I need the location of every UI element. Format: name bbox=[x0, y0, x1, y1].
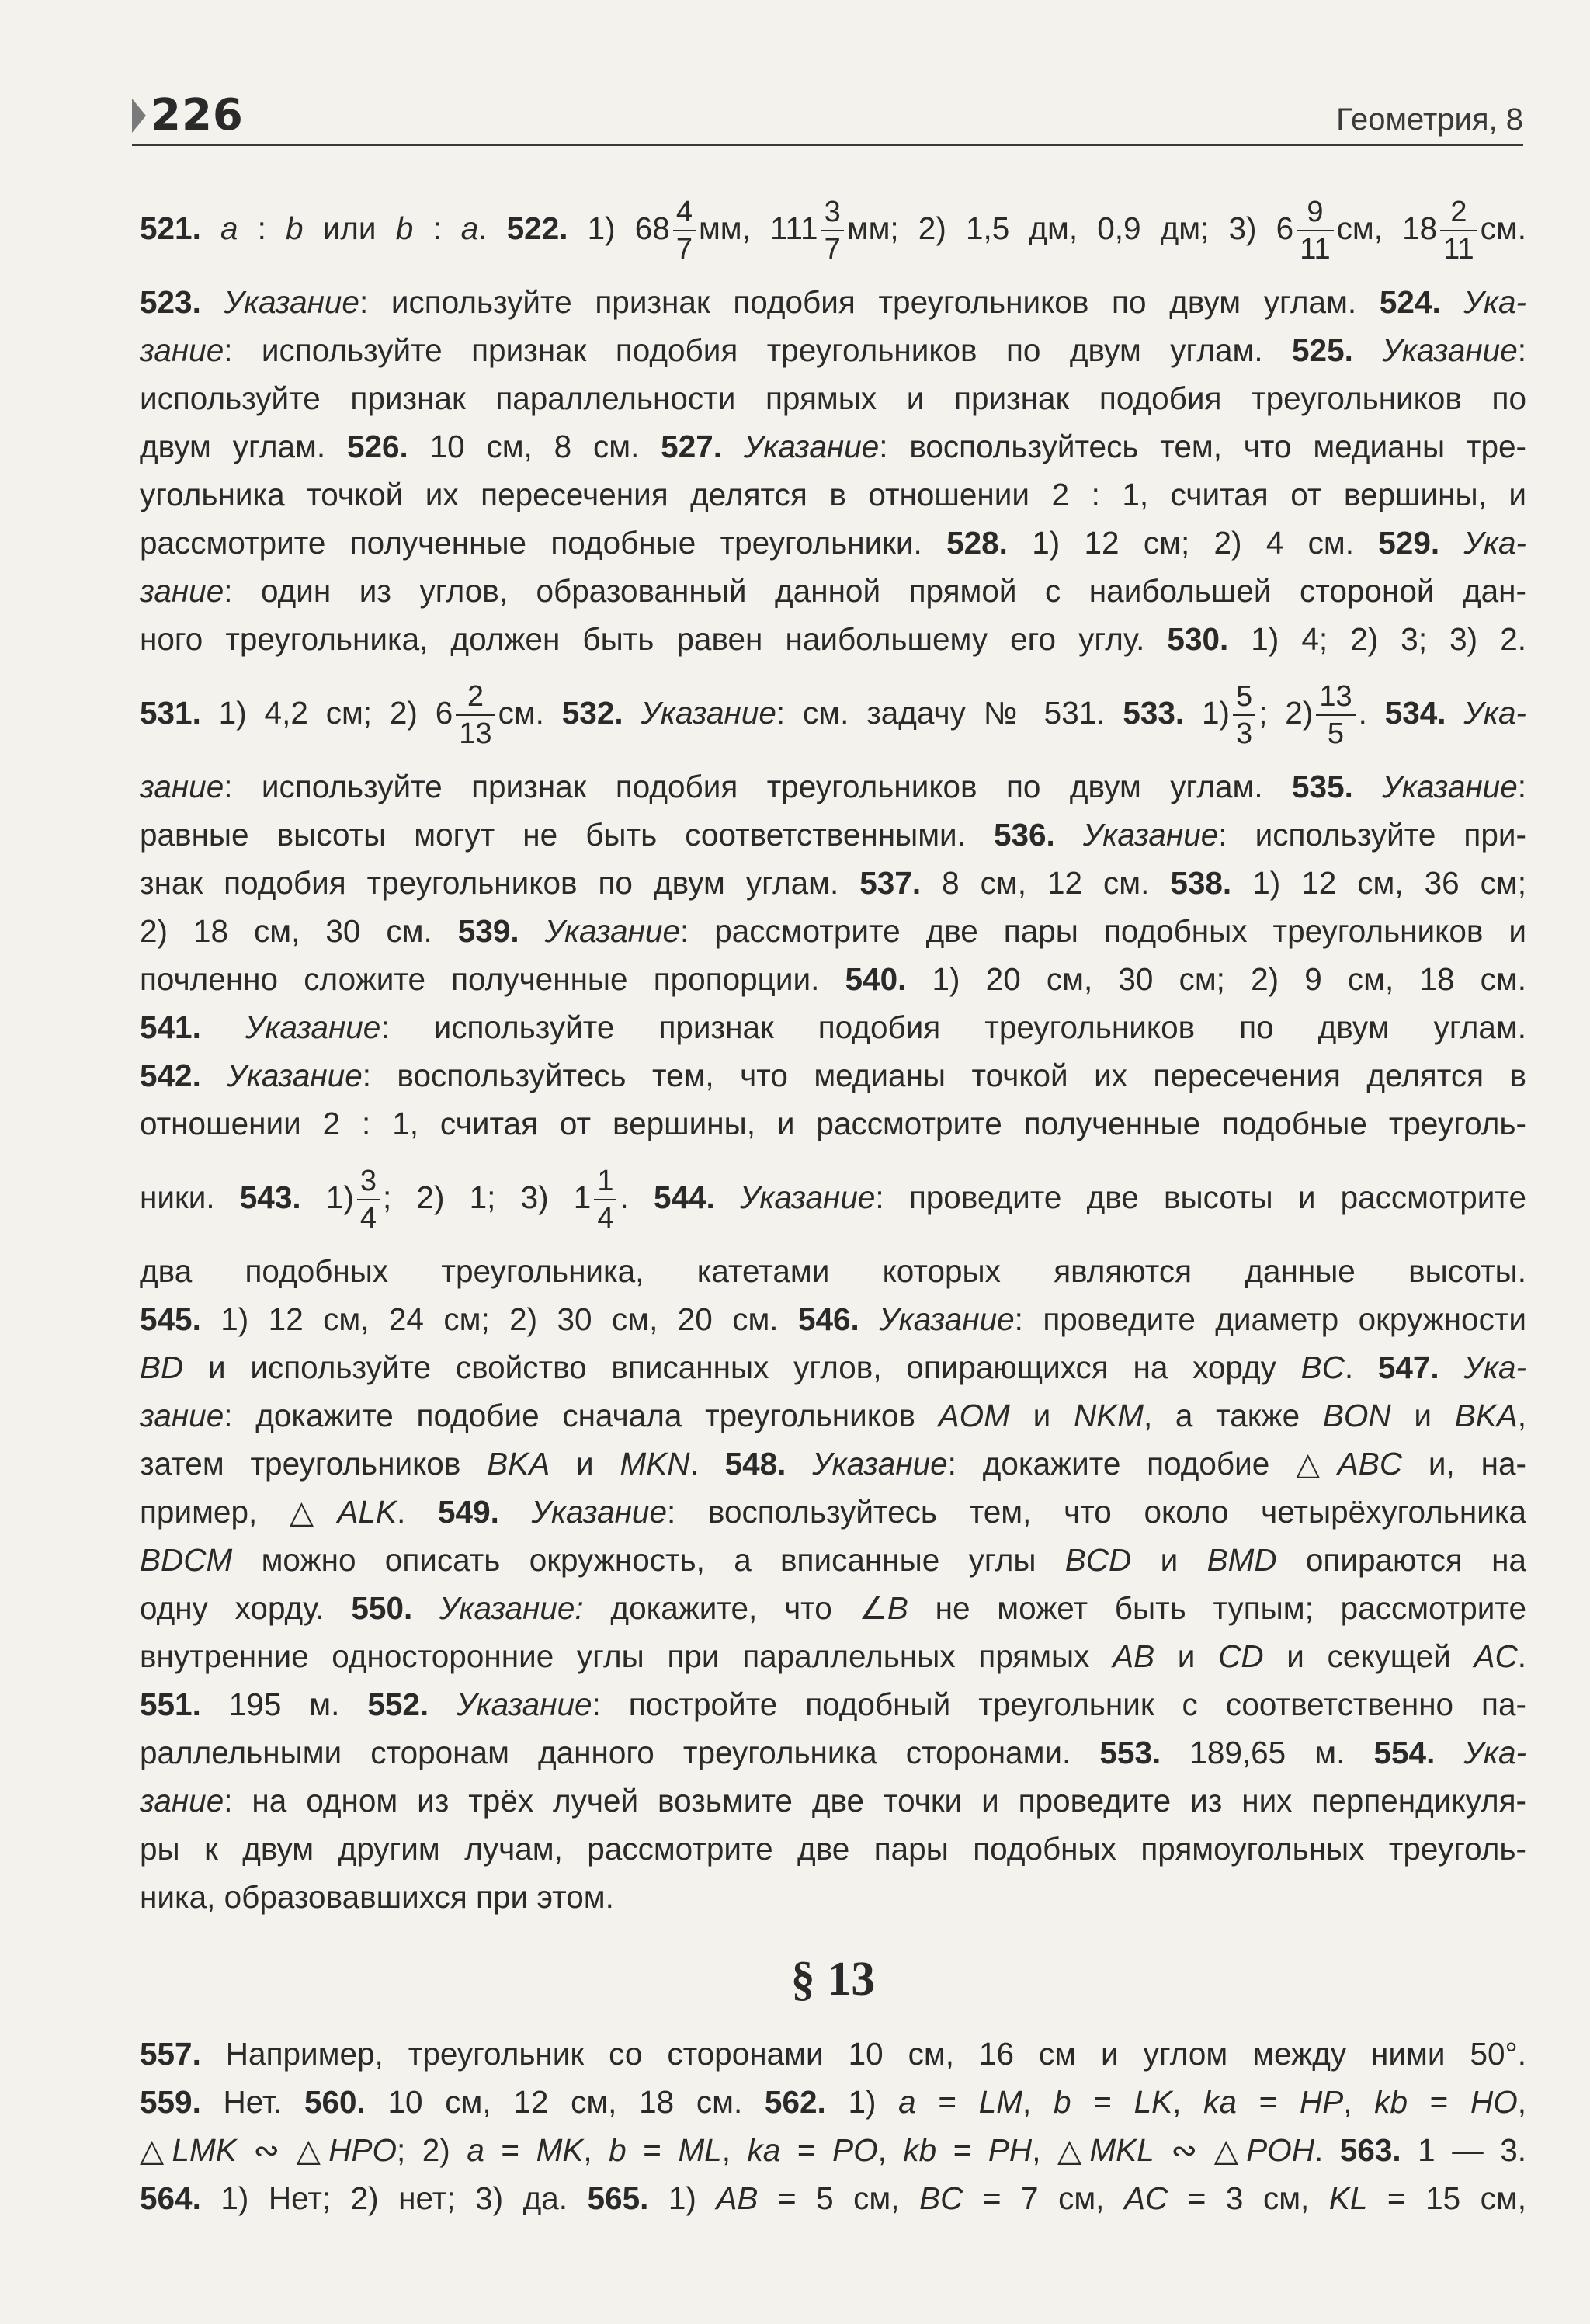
text-line: угольника точкой их пересечения делятся в отношении 2 : 1, считая от вершины, и bbox=[140, 477, 1526, 512]
page-number-text: 226 bbox=[151, 90, 244, 141]
text-line: BD и используйте свойство вписанных углов, опирающихся на хорду BC. 547. Ука- bbox=[140, 1350, 1526, 1385]
page-number bbox=[132, 90, 244, 141]
text-line: 551. 195 м. 552. Указание: постройте подобный треугольник с соответственно па- bbox=[140, 1687, 1526, 1722]
text-line: зание: докажите подобие сначала треугольников AOM и NKM, а также BON и BKA, bbox=[140, 1398, 1526, 1433]
answers-block bbox=[140, 179, 1526, 1921]
text-line: △LMK ∾ △HPO; 2) a = MK, b = ML, ka = PO, kb = PH, △MKL ∾ △POH. 563. 1 — 3. bbox=[140, 2132, 1527, 2168]
page-marker-icon bbox=[132, 99, 146, 133]
text-line: ники. 543. 1) $\frac{3}{4}$ ; 2) 1; 3) 1 $\frac{1}{4}$ . 544. Указание: проведите две высоты и рассмотрите bbox=[140, 1165, 1526, 1235]
text-line: 559. Нет. 560. 10 см, 12 см, 18 см. 562. 1) a = LM, b = LK, ka = HP, kb = HO, bbox=[140, 2084, 1527, 2120]
text-line: 542. Указание: воспользуйтесь тем, что медианы точкой их пересечения делятся в bbox=[140, 1058, 1526, 1093]
text-line: почленно сложите полученные пропорции. 540. 1) 20 см, 30 см; 2) 9 см, 18 см. bbox=[140, 961, 1526, 997]
text-line: пример, △ALK. 549. Указание: воспользуйтесь тем, что около четырёхугольника bbox=[140, 1494, 1526, 1530]
text-line: внутренние односторонние углы при параллельных прямых AB и CD и секущей AC. bbox=[140, 1638, 1526, 1674]
text-line: 531. 1) 4,2 см; 2) 6 $\frac{2}{13}$ см. 532. Указание: см. задачу № 531. 533. 1) $\frac{5}{3}$ ; 2) $\frac{13}{5}$ . 534. Ука- bbox=[140, 680, 1526, 751]
text-line: раллельными сторонам данного треугольника сторонами. 553. 189,65 м. 554. Ука- bbox=[140, 1735, 1527, 1770]
section-answers-block bbox=[140, 2030, 1526, 2222]
text-line: двум углам. 526. 10 см, 8 см. 527. Указание: воспользуйтесь тем, что медианы тре- bbox=[140, 429, 1526, 464]
text-line: зание: используйте признак подобия треугольников по двум углам. 535. Указание: bbox=[140, 769, 1526, 804]
text-line: 557. Например, треугольник со сторонами 10 см, 16 см и углом между ними 50°. bbox=[140, 2036, 1526, 2072]
text-line: одну хорду. 550. Указание: докажите, что ∠B не может быть тупым; рассмотрите bbox=[140, 1590, 1526, 1626]
text-line: ного треугольника, должен быть равен наибольшему его углу. 530. 1) 4; 2) 3; 3) 2. bbox=[140, 621, 1526, 657]
text-line: 545. 1) 12 см, 24 см; 2) 30 см, 20 см. 546. Указание: проведите диаметр окружности bbox=[140, 1301, 1526, 1337]
text-line: ника, образовавшихся при этом. bbox=[140, 1879, 614, 1915]
running-title: Геометрия, 8 bbox=[1336, 102, 1523, 137]
text-line: используйте признак параллельности прямых и признак подобия треугольников по bbox=[140, 380, 1526, 416]
text-line: 2) 18 см, 30 см. 539. Указание: рассмотрите две пары подобных треугольников и bbox=[140, 913, 1526, 949]
text-line: зание: на одном из трёх лучей возьмите две точки и проведите из них перпендикуля- bbox=[140, 1783, 1526, 1819]
text-line: отношении 2 : 1, считая от вершины, и рассмотрите полученные подобные треуголь- bbox=[140, 1106, 1526, 1141]
page-header bbox=[132, 82, 1523, 146]
section-title: § 13 bbox=[790, 1953, 876, 2006]
text-line: знак подобия треугольников по двум углам. 537. 8 см, 12 см. 538. 1) 12 см, 36 см; bbox=[140, 865, 1526, 901]
text-line: два подобных треугольника, катетами которых являются данные высоты. bbox=[140, 1253, 1526, 1289]
text-line: зание: используйте признак подобия треугольников по двум углам. 525. Указание: bbox=[140, 332, 1526, 368]
text-line: 564. 1) Нет; 2) нет; 3) да. 565. 1) AB = 5 см, BC = 7 см, AC = 3 см, KL = 15 см, bbox=[140, 2180, 1527, 2216]
text-line: BDCM можно описать окружность, а вписанные углы BCD и BMD опираются на bbox=[140, 1542, 1526, 1578]
answers-content bbox=[140, 179, 1526, 2222]
text-line: рассмотрите полученные подобные треугольники. 528. 1) 12 см; 2) 4 см. 529. Ука- bbox=[140, 525, 1526, 561]
text-line: ры к двум другим лучам, рассмотрите две пары подобных прямоугольных треуголь- bbox=[140, 1831, 1526, 1867]
text-line: 523. Указание: используйте признак подобия треугольников по двум углам. 524. Ука- bbox=[140, 284, 1526, 320]
text-line: равные высоты могут не быть соответственными. 536. Указание: используйте при- bbox=[140, 817, 1526, 853]
text-line: затем треугольников BKA и MKN. 548. Указание: докажите подобие △ABC и, на- bbox=[140, 1446, 1526, 1482]
text-line: 541. Указание: используйте признак подобия треугольников по двум углам. bbox=[140, 1009, 1526, 1045]
text-line: зание: один из углов, образованный данной прямой с наибольшей стороной дан- bbox=[140, 573, 1526, 609]
text-line: 521. a : b или b : a. 522. 1) 68 $\frac{4}{7}$ мм, 111 $\frac{3}{7}$ мм; 2) 1,5 дм, 0,9 дм; 3) 6 $\frac{9}{11}$ см, 18 $\frac{2}{11}$ см. bbox=[140, 196, 1526, 266]
